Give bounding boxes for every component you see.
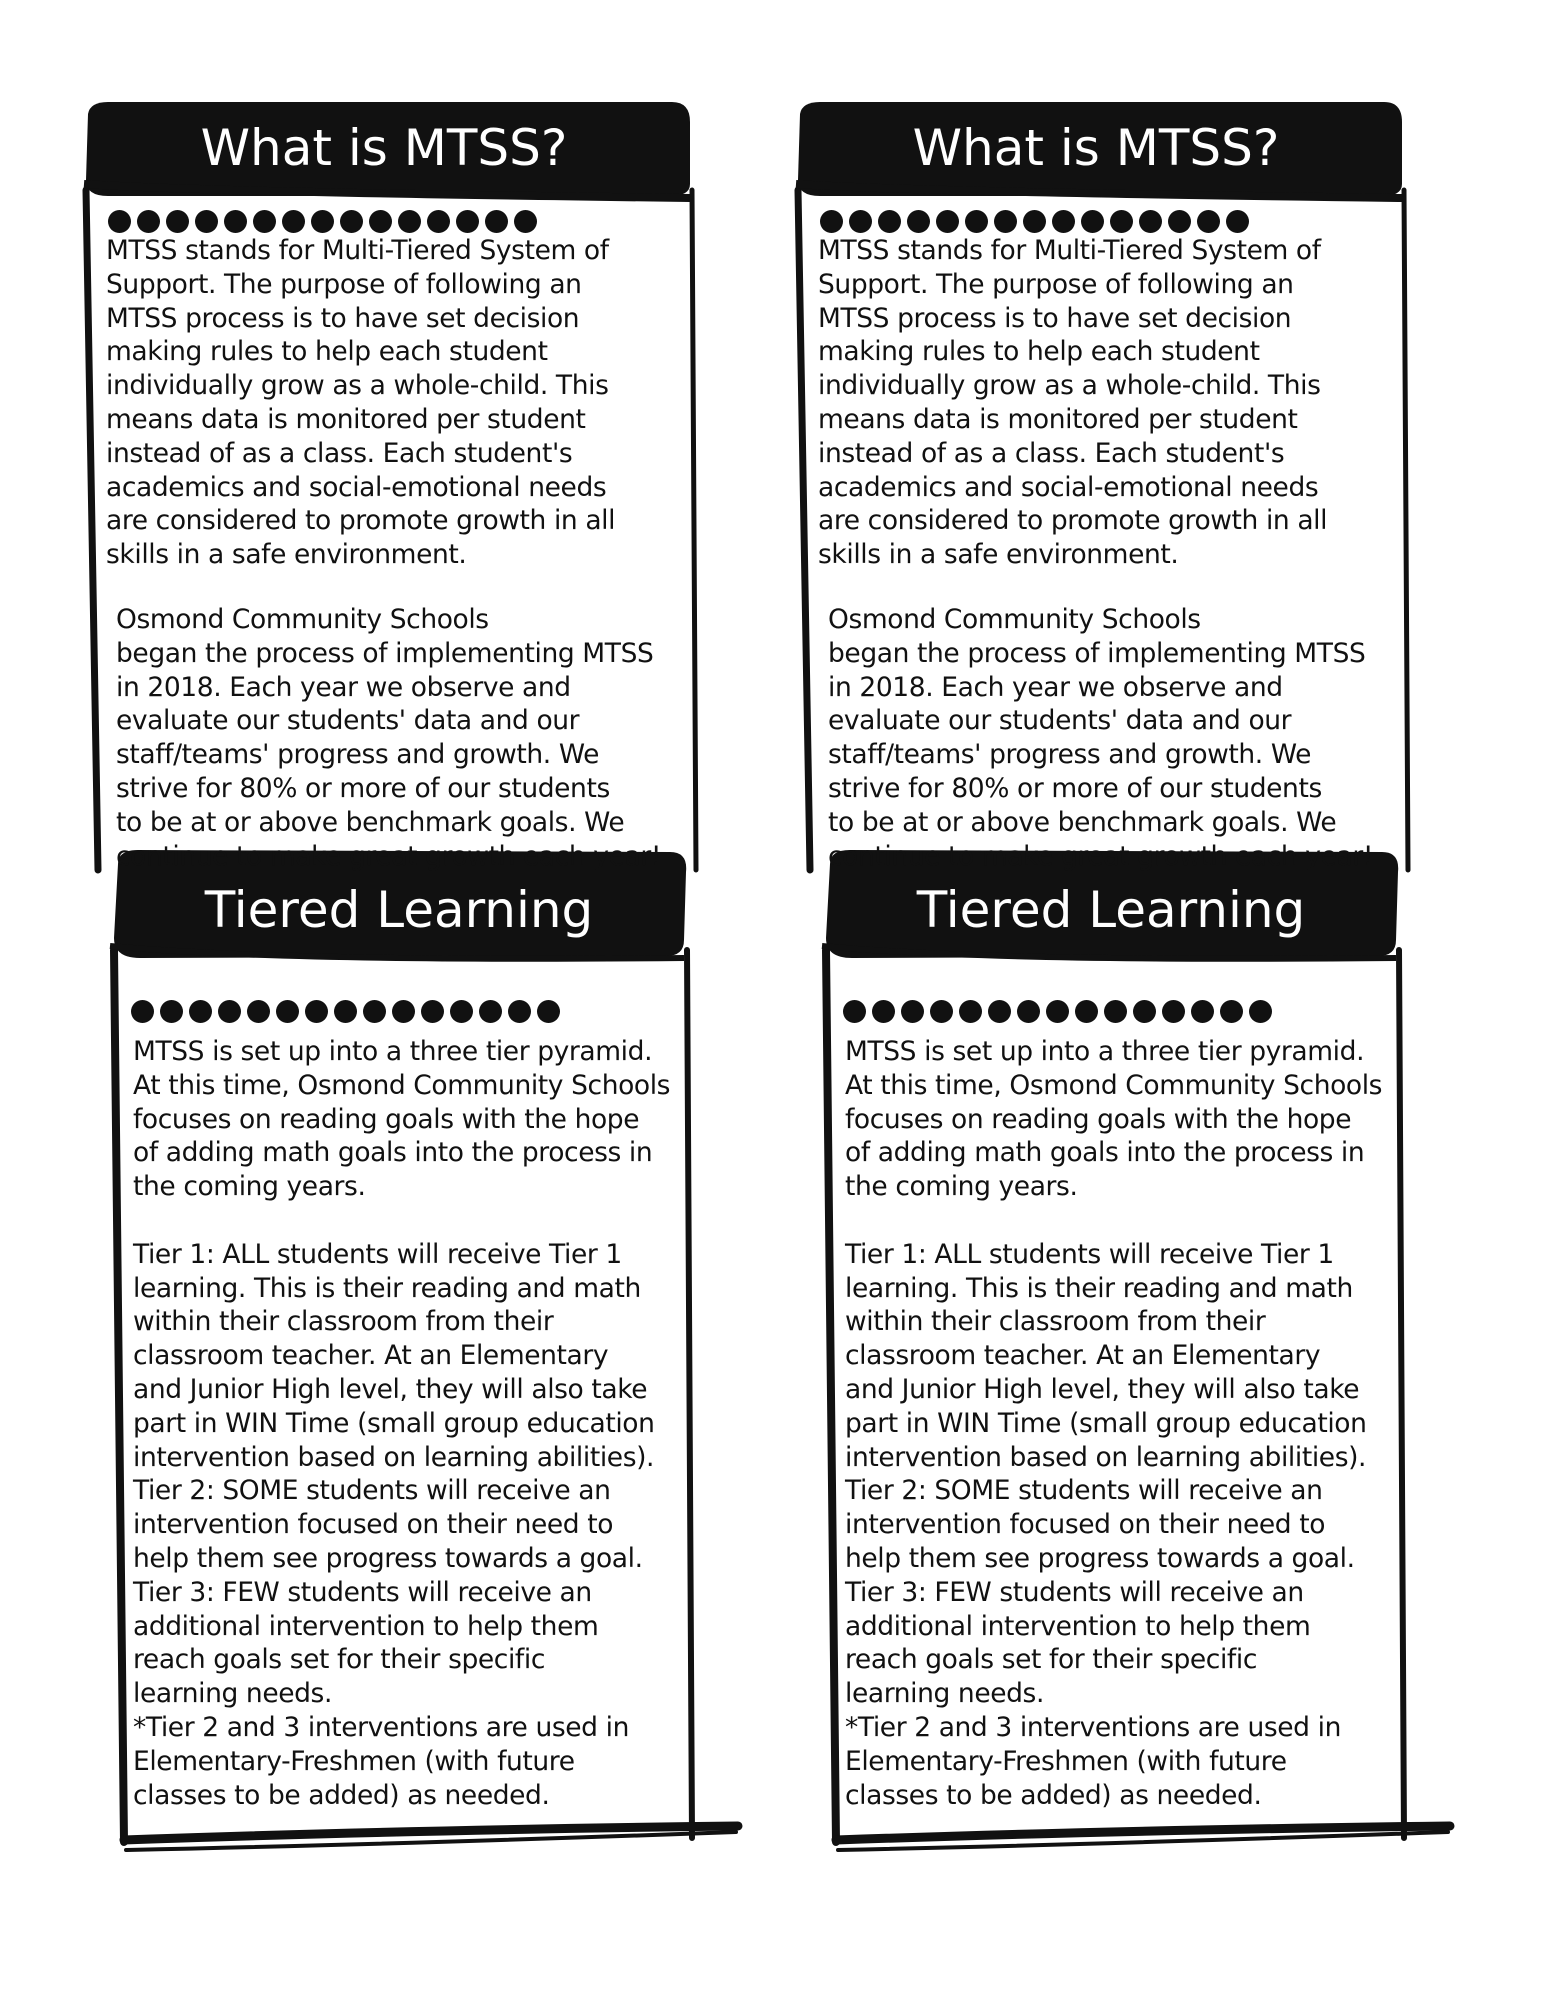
bookmark-right [790, 100, 1415, 1860]
dot-divider [843, 1000, 1278, 1023]
bookmark-left [78, 100, 703, 1860]
tiered-learning-text: MTSS is set up into a three tier pyramid. At this time, Osmond Community Schools focuses on reading goals with the hope of adding math goals into the process in the coming years. Tier 1: ALL students will receive Tier 1 learning. This is their reading and math within their classroom from their classroom teacher. At an Elementary and Junior High level, they will also take part in WIN Time (small group education intervention based on learning abilities). Tier 2: SOME students will receive an intervention focused on their need to help them see progress towards a goal. Tier 3: FEW students will receive an additional intervention to help them reach goals set for their specific learning needs. *Tier 2 and 3 interventions are used in Elementary-Freshmen (with future classes to be added) as needed. [133, 1036, 671, 1811]
dot-divider [820, 210, 1255, 233]
mtss-banner-title: What is MTSS? [912, 119, 1280, 177]
tiered-learning-banner-title: Tiered Learning [916, 881, 1306, 939]
tiered-learning-text: MTSS is set up into a three tier pyramid. At this time, Osmond Community Schools focuses on reading goals with the hope of adding math goals into the process in the coming years. Tier 1: ALL students will receive Tier 1 learning. This is their reading and math within their classroom from their classroom teacher. At an Elementary and Junior High level, they will also take part in WIN Time (small group education intervention based on learning abilities). Tier 2: SOME students will receive an intervention focused on their need to help them see progress towards a goal. Tier 3: FEW students will receive an additional intervention to help them reach goals set for their specific learning needs. *Tier 2 and 3 interventions are used in Elementary-Freshmen (with future classes to be added) as needed. [845, 1036, 1383, 1811]
mtss-history-text: Osmond Community Schools began the process of implementing MTSS in 2018. Each year we observe and evaluate our students' data and our staff/teams' progress and growth. We strive for 80% or more of our students to be at or above benchmark goals. We continue to make great growth each year! [828, 604, 1374, 872]
mtss-definition-text: MTSS stands for Multi-Tiered System of Support. The purpose of following an MTSS process is to have set decision making rules to help each student individually grow as a whole-child. This means data is monitored per student instead of as a class. Each student's academics and social-emotional needs are considered to promote growth in all skills in a safe environment. [818, 235, 1328, 571]
tiered-learning-banner-title: Tiered Learning [204, 881, 594, 939]
mtss-history-text: Osmond Community Schools began the process of implementing MTSS in 2018. Each year we observe and evaluate our students' data and our staff/teams' progress and growth. We strive for 80% or more of our students to be at or above benchmark goals. We continue to make great growth each year! [116, 604, 662, 872]
mtss-definition-text: MTSS stands for Multi-Tiered System of Support. The purpose of following an MTSS process is to have set decision making rules to help each student individually grow as a whole-child. This means data is monitored per student instead of as a class. Each student's academics and social-emotional needs are considered to promote growth in all skills in a safe environment. [106, 235, 616, 571]
dot-divider [131, 1000, 566, 1023]
mtss-banner-title: What is MTSS? [200, 119, 568, 177]
dot-divider [108, 210, 543, 233]
